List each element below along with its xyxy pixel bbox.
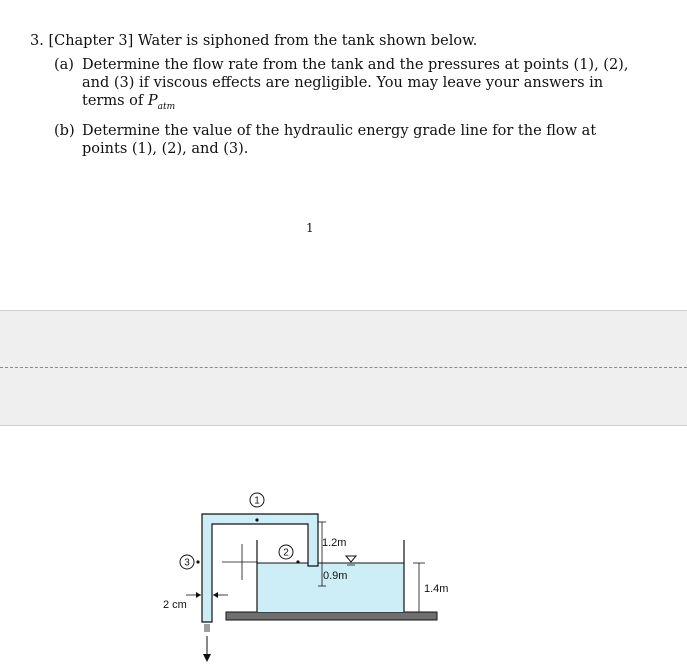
page-break-line: [0, 367, 687, 368]
patm-symbol: [147, 93, 176, 112]
patm-subscript: atm: [157, 101, 176, 112]
point-3-label: 3: [184, 557, 190, 569]
problem-part-b: [30, 122, 630, 158]
ground-base: [226, 612, 437, 620]
part-a-text: Determine the flow rate from the tank and the pressures at points (1), (2), and (3) if viscous effects are negligible. You may leave your answers in terms of: [82, 57, 629, 109]
page-gap: [0, 310, 687, 426]
problem-statement: [30, 32, 630, 158]
part-a-tag: (a): [54, 57, 74, 73]
height-c-label: 1.4m: [424, 583, 449, 595]
part-b-text: Determine the value of the hydraulic energy grade line for the flow at points (1), (2), and (3).: [82, 122, 597, 157]
part-b-tag: (b): [54, 122, 75, 139]
siphon-diagram: [150, 480, 470, 666]
point-2-label: 2: [283, 547, 289, 559]
diameter-arrowhead-left: [196, 592, 201, 598]
problem-part-a: [30, 56, 630, 116]
point-1-label: 1: [254, 495, 260, 507]
point-1-dot: [255, 518, 258, 521]
siphon-figure: [150, 480, 470, 666]
height-a-label: 1.2m: [322, 537, 347, 549]
point-3-dot: [196, 560, 199, 563]
pipe-diameter-label: 2 cm: [163, 599, 187, 611]
water-surface-symbol: [346, 556, 356, 562]
flow-arrow-head: [203, 654, 211, 662]
patm-base: P: [147, 93, 158, 109]
point-2-dot: [296, 560, 299, 563]
page-upper-area: [0, 0, 687, 310]
height-b-label: 0.9m: [323, 570, 348, 582]
problem-heading: 3. [Chapter 3] Water is siphoned from the tank shown below.: [30, 33, 478, 49]
diameter-arrowhead-right: [213, 592, 218, 598]
page-number: 1: [306, 221, 314, 235]
